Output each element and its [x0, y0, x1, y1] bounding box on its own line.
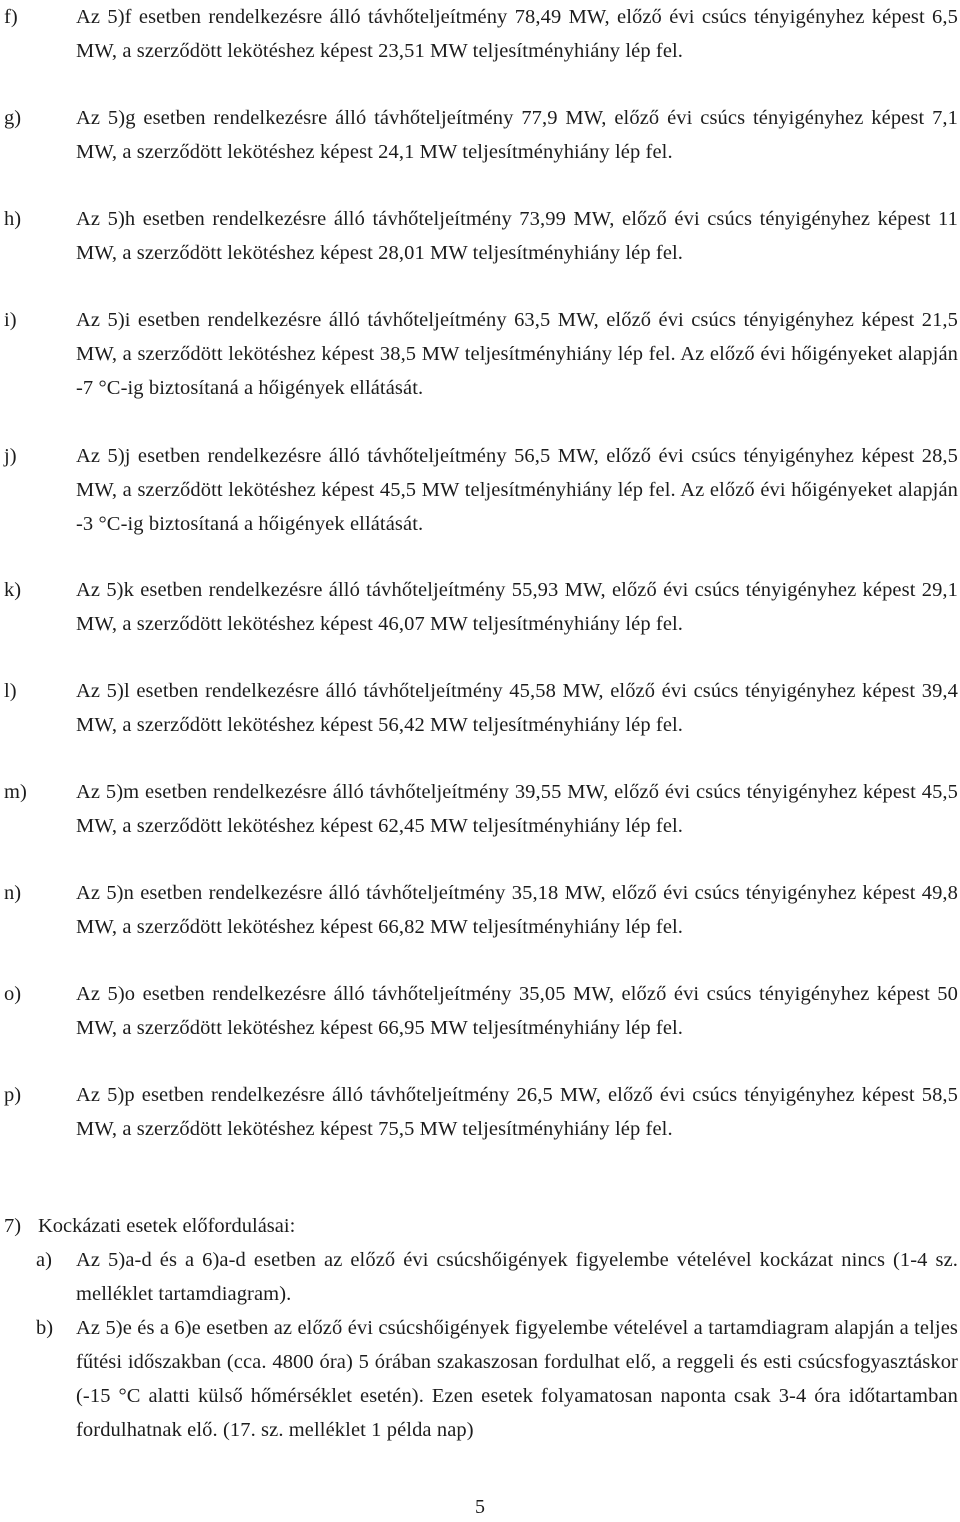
- section-label: 7): [4, 1215, 22, 1237]
- item-label: n): [4, 882, 22, 904]
- item-label: g): [4, 107, 22, 129]
- list-item-k: [4, 573, 958, 641]
- list-item-p: [4, 1078, 958, 1146]
- list-item-h: [4, 202, 958, 270]
- item-label: m): [4, 781, 27, 803]
- list-item-g: [4, 101, 958, 169]
- item-label: p): [4, 1084, 22, 1106]
- item-text: Az 5)m esetben rendelkezésre álló távhőteljeítmény 39,55 MW, előző évi csúcs tényigényhez képest 45,5 MW, a szerződött lekötéshez képest 62,45 MW teljesítményhiány lép fel.: [76, 781, 958, 837]
- item-text: Az 5)p esetben rendelkezésre álló távhőteljeítmény 26,5 MW, előző évi csúcs tényigényhez képest 58,5 MW, a szerződött lekötéshez képest 75,5 MW teljesítményhiány lép fel.: [76, 1084, 958, 1140]
- list-item-j: [4, 439, 958, 541]
- item-text: Az 5)h esetben rendelkezésre álló távhőteljeítmény 73,99 MW, előző évi csúcs tényigényhez képest 11 MW, a szerződött lekötéshez képest 28,01 MW teljesítményhiány lép fel.: [76, 208, 958, 264]
- list-item-f: [4, 0, 958, 68]
- item-text: Az 5)f esetben rendelkezésre álló távhőteljeítmény 78,49 MW, előző évi csúcs tényigényhez képest 6,5 MW, a szerződött lekötéshez képest 23,51 MW teljesítményhiány lép fel.: [76, 6, 958, 62]
- list-item-m: [4, 775, 958, 843]
- item-text: Az 5)l esetben rendelkezésre álló távhőteljeítmény 45,58 MW, előző évi csúcs tényigényhez képest 39,4 MW, a szerződött lekötéshez képest 56,42 MW teljesítményhiány lép fel.: [76, 680, 958, 736]
- section-title: Kockázati esetek előfordulásai:: [38, 1215, 296, 1237]
- item-label: i): [4, 309, 17, 331]
- list-item-n: [4, 876, 958, 944]
- item-label: f): [4, 6, 18, 28]
- item-label: j): [4, 445, 17, 467]
- subitem-label: a): [36, 1249, 52, 1271]
- item-text: Az 5)k esetben rendelkezésre álló távhőteljeítmény 55,93 MW, előző évi csúcs tényigényhez képest 29,1 MW, a szerződött lekötéshez képest 46,07 MW teljesítményhiány lép fel.: [76, 579, 958, 635]
- item-label: k): [4, 579, 22, 601]
- item-text: Az 5)n esetben rendelkezésre álló távhőteljeítmény 35,18 MW, előző évi csúcs tényigényhez képest 49,8 MW, a szerződött lekötéshez képest 66,82 MW teljesítményhiány lép fel.: [76, 882, 958, 938]
- item-label: o): [4, 983, 22, 1005]
- section-7-item-a: [36, 1243, 958, 1311]
- subitem-text: Az 5)e és a 6)e esetben az előző évi csúcshőigények figyelembe vételével a tartamdiagram alapján a teljes fűtési időszakban (cca. 4800 óra) 5 órában szakaszosan fordulhat elő, a reggeli és esti csúcsfogyasztáskor (-15 °C alatti külső hőmérséklet esetén). Ezen esetek folyamatosan naponta csak 3-4 óra időtartamban fordulhatnak elő. (17. sz. melléklet 1 példa nap): [76, 1317, 958, 1441]
- subitem-label: b): [36, 1317, 54, 1339]
- item-label: h): [4, 208, 22, 230]
- item-text: Az 5)i esetben rendelkezésre álló távhőteljeítmény 63,5 MW, előző évi csúcs tényigényhez képest 21,5 MW, a szerződött lekötéshez képest 38,5 MW teljesítményhiány lép fel. Az előző évi hőigényeket alapján -7 °C-ig biztosítaná a hőigények ellátását.: [76, 309, 958, 399]
- section-7-heading: [4, 1209, 954, 1243]
- list-item-l: [4, 674, 958, 742]
- list-item-o: [4, 977, 958, 1045]
- list-item-i: [4, 303, 958, 405]
- subitem-text: Az 5)a-d és a 6)a-d esetben az előző évi csúcshőigények figyelembe vételével kockázat nincs (1-4 sz. melléklet tartamdiagram).: [76, 1249, 958, 1305]
- item-text: Az 5)o esetben rendelkezésre álló távhőteljeítmény 35,05 MW, előző évi csúcs tényigényhez képest 50 MW, a szerződött lekötéshez képest 66,95 MW teljesítményhiány lép fel.: [76, 983, 958, 1039]
- page-number: 5: [475, 1496, 485, 1518]
- item-text: Az 5)j esetben rendelkezésre álló távhőteljeítmény 56,5 MW, előző évi csúcs tényigényhez képest 28,5 MW, a szerződött lekötéshez képest 45,5 MW teljesítményhiány lép fel. Az előző évi hőigényeket alapján -3 °C-ig biztosítaná a hőigények ellátását.: [76, 445, 958, 535]
- section-7-item-b: [36, 1311, 958, 1447]
- item-label: l): [4, 680, 17, 702]
- item-text: Az 5)g esetben rendelkezésre álló távhőteljeítmény 77,9 MW, előző évi csúcs tényigényhez képest 7,1 MW, a szerződött lekötéshez képest 24,1 MW teljesítményhiány lép fel.: [76, 107, 958, 163]
